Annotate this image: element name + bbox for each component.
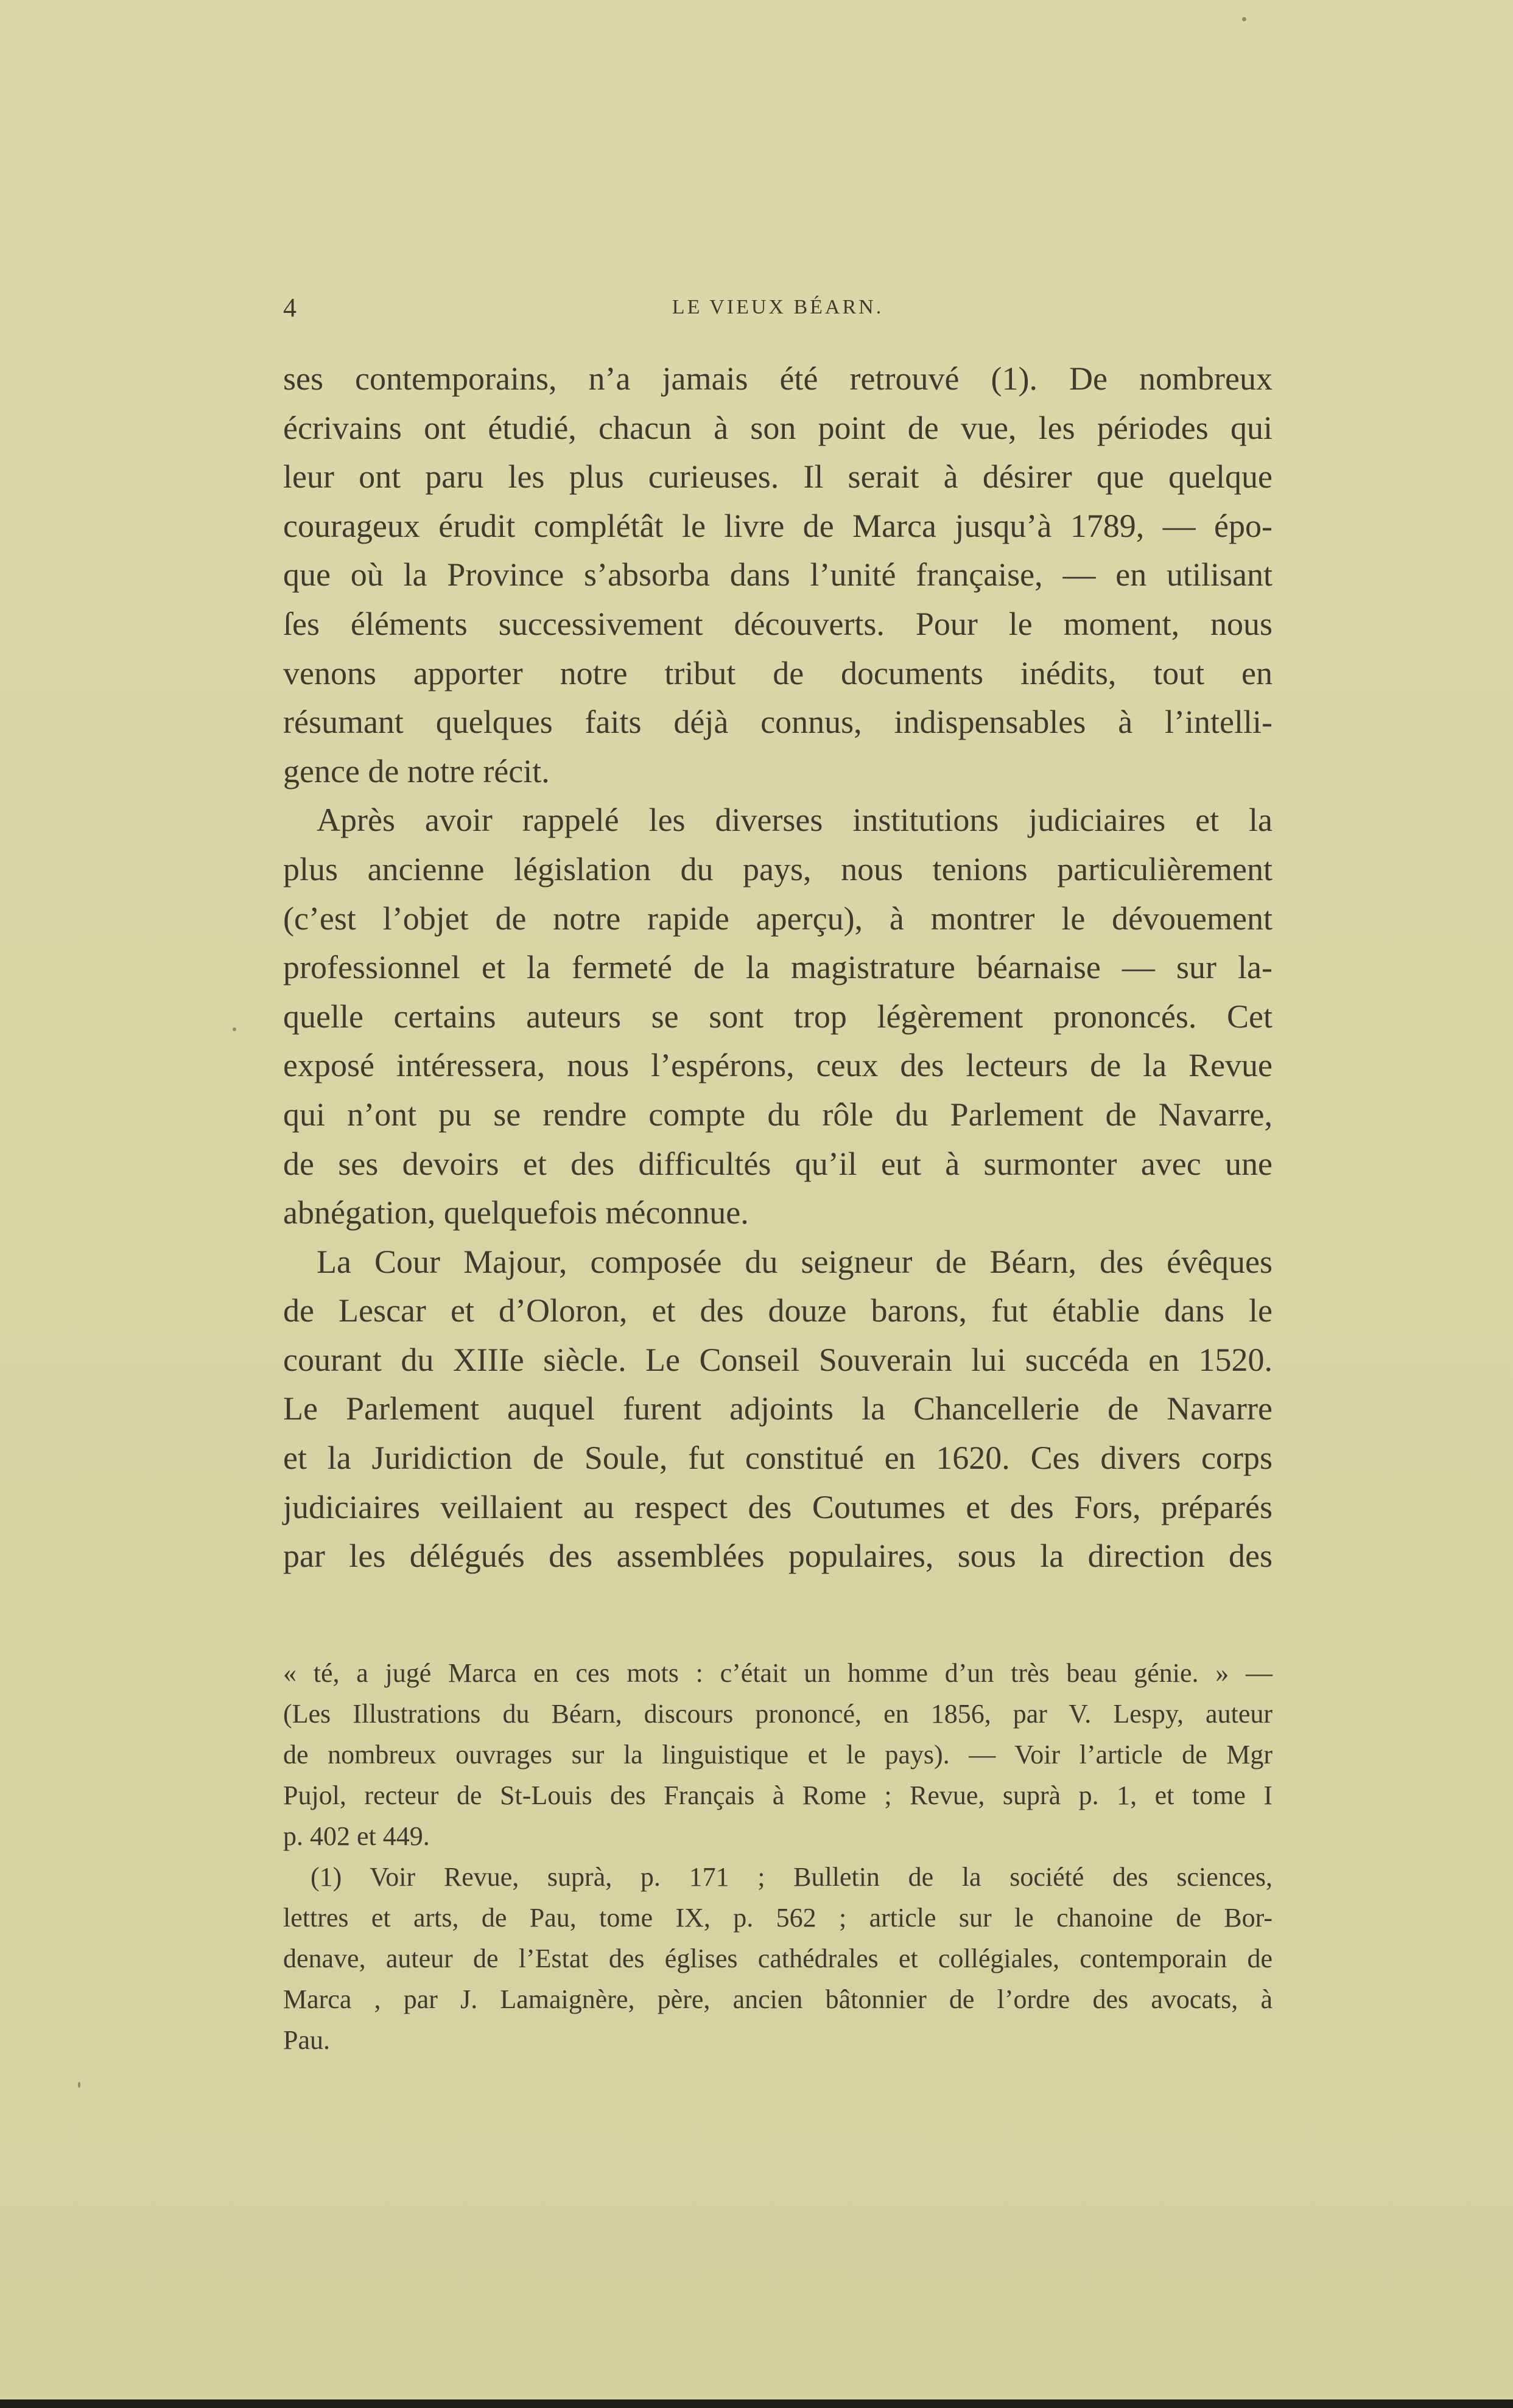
footnote-line: p. 402 et 449. bbox=[283, 1821, 430, 1851]
text-line: courant du XIIIe siècle. Le Conseil Souverain lui succéda en 1520. bbox=[283, 1341, 1273, 1378]
text-line: ses contemporains, n’a jamais été retrouvé (1). De nombreux bbox=[283, 360, 1273, 397]
paper-speck bbox=[1242, 17, 1246, 21]
text-line: judiciaires veillaient au respect des Coutumes et des Fors, préparés bbox=[283, 1488, 1273, 1525]
text-line: Après avoir rappelé les diverses institutions judiciaires et la bbox=[317, 802, 1273, 839]
text-line: résumant quelques faits déjà connus, indispensables à l’intelli- bbox=[283, 704, 1273, 741]
footnote-line: « té, a jugé Marca en ces mots : c’était un homme d’un très beau génie. » — bbox=[283, 1658, 1273, 1688]
text-line: courageux érudit complétât le livre de Marca jusqu’à 1789, — épo- bbox=[283, 507, 1273, 544]
paper-speck bbox=[78, 2082, 80, 2088]
text-line: leur ont paru les plus curieuses. Il serait à désirer que quelque bbox=[283, 458, 1273, 495]
text-line: professionnel et la fermeté de la magistrature béarnaise — sur la- bbox=[283, 949, 1273, 986]
footnote-line: de nombreux ouvrages sur la linguistique et le pays). — Voir l’article de Mgr bbox=[283, 1740, 1273, 1769]
footnote-line: Marca , par J. Lamaignère, père, ancien bâtonnier de l’ordre des avocats, à bbox=[283, 1984, 1273, 2014]
text-line: quelle certains auteurs se sont trop légèrement prononcés. Cet bbox=[283, 998, 1273, 1035]
page-edge bbox=[0, 2399, 1513, 2408]
text-line: ſes éléments successivement découverts. Pour le moment, nous bbox=[283, 605, 1273, 642]
text-line: de ses devoirs et des difficultés qu’il eut à surmonter avec une bbox=[283, 1145, 1273, 1182]
text-line: et la Juridiction de Soule, fut constitué en 1620. Ces divers corps bbox=[283, 1440, 1273, 1477]
text-line: exposé intéressera, nous l’espérons, ceux des lecteurs de la Revue bbox=[283, 1047, 1273, 1084]
paper-speck bbox=[233, 1027, 236, 1031]
footnote-line: Pujol, recteur de St-Louis des Français à Rome ; Revue, suprà p. 1, et tome I bbox=[283, 1780, 1273, 1810]
footnotes bbox=[283, 1653, 1273, 2060]
footnote-line: lettres et arts, de Pau, tome IX, p. 562 ; article sur le chanoine de Bor- bbox=[283, 1903, 1273, 1933]
text-line: plus ancienne législation du pays, nous tenions particulièrement bbox=[283, 850, 1273, 887]
text-line: La Cour Majour, composée du seigneur de Béarn, des évêques bbox=[317, 1243, 1273, 1280]
running-title: LE VIEUX BÉARN. bbox=[672, 296, 884, 318]
text-line: écrivains ont étudié, chacun à son point de vue, les périodes qui bbox=[283, 409, 1273, 446]
footnote-line: Pau. bbox=[283, 2025, 330, 2055]
footnote-line: denave, auteur de l’Estat des églises cathédrales et collégiales, contemporain de bbox=[283, 1944, 1273, 1973]
text-line: venons apporter notre tribut de documents inédits, tout en bbox=[283, 654, 1273, 691]
text-line: (c’est l’objet de notre rapide aperçu), à montrer le dévouement bbox=[283, 900, 1273, 937]
text-line: gence de notre récit. bbox=[283, 752, 550, 789]
page-header bbox=[283, 292, 1273, 329]
footnote-line: (Les Illustrations du Béarn, discours prononcé, en 1856, par V. Lespy, auteur bbox=[283, 1699, 1273, 1729]
text-line: de Lescar et d’Oloron, et des douze barons, fut établie dans le bbox=[283, 1292, 1273, 1329]
text-line: par les délégués des assemblées populaires, sous la direction des bbox=[283, 1538, 1273, 1575]
footnote-line: (1) Voir Revue, suprà, p. 171 ; Bulletin de la société des sciences, bbox=[311, 1862, 1273, 1892]
text-line: qui n’ont pu se rendre compte du rôle du Parlement de Navarre, bbox=[283, 1096, 1273, 1133]
text-line: abnégation, quelquefois méconnue. bbox=[283, 1194, 749, 1231]
page-number: 4 bbox=[283, 293, 297, 323]
text-line: Le Parlement auquel furent adjoints la Chancellerie de Navarre bbox=[283, 1390, 1273, 1427]
text-line: que où la Province s’absorba dans l’unité française, — en utilisant bbox=[283, 556, 1273, 593]
main-text bbox=[283, 354, 1273, 1581]
